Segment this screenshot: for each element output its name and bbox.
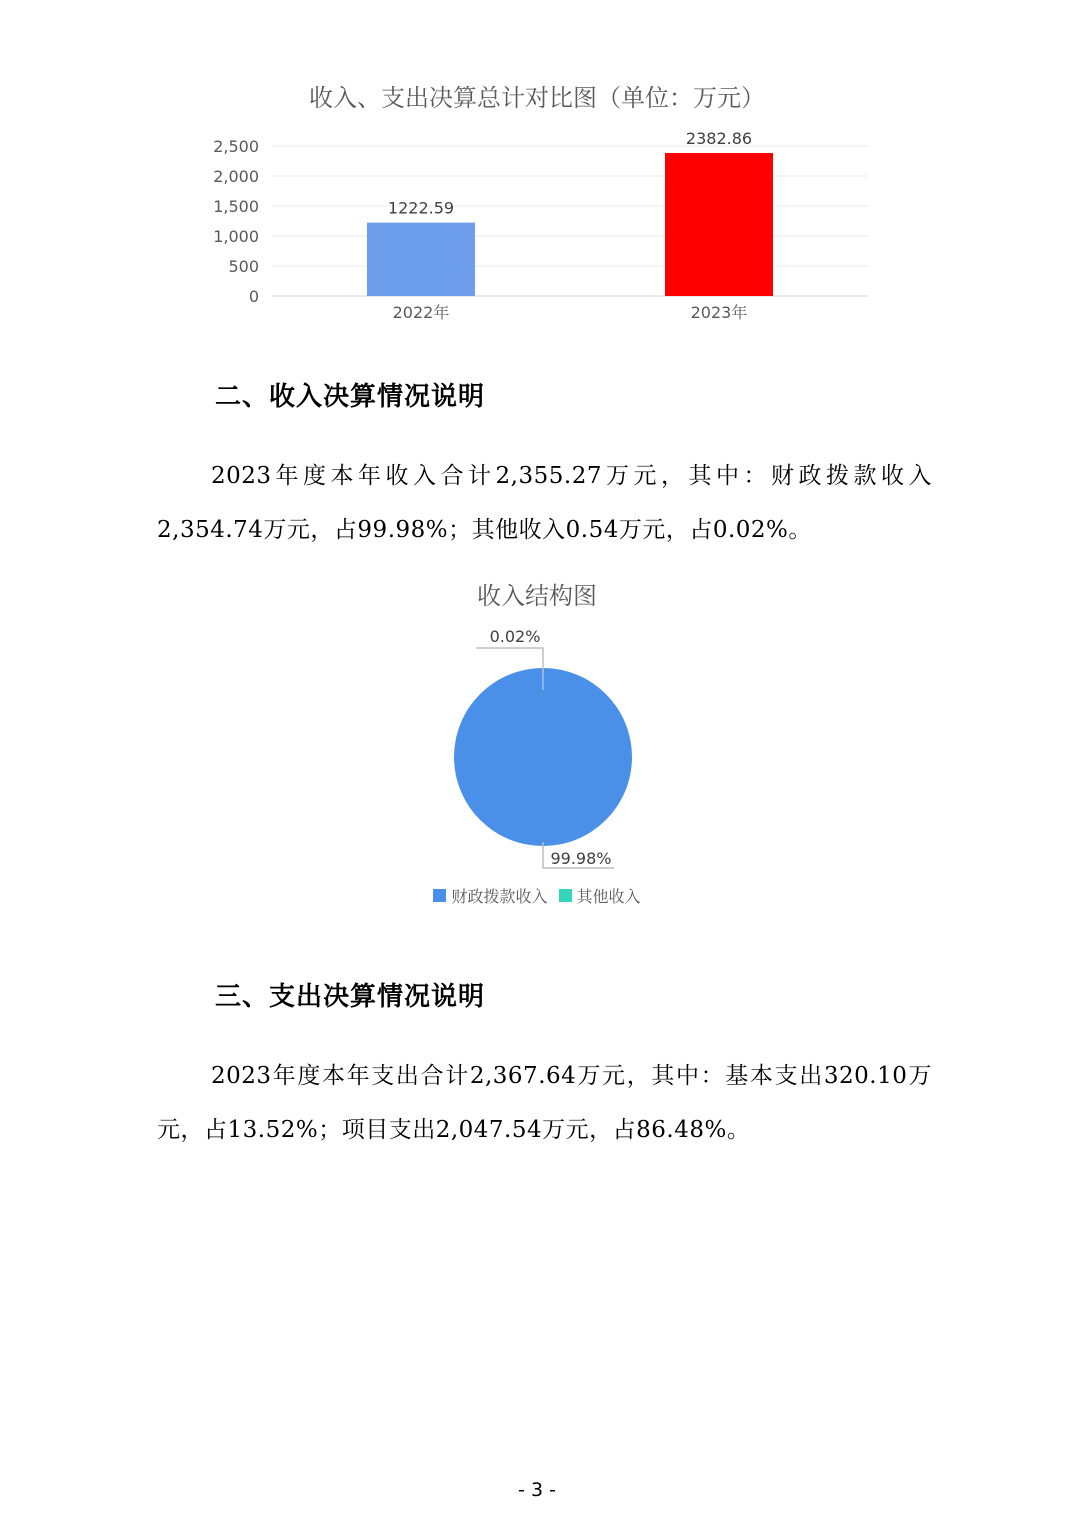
section-heading-expense: 三、支出决算情况说明 bbox=[215, 982, 486, 1012]
y-tick-label: 2,500 bbox=[213, 137, 259, 156]
pie-chart-title: 收入结构图 bbox=[477, 582, 597, 610]
bar-value-label: 2382.86 bbox=[685, 129, 753, 149]
bar-chart-title: 收入、支出决算总计对比图（单位：万元） bbox=[309, 84, 765, 112]
pie-label-other: 0.02% bbox=[489, 627, 541, 646]
legend-label-other: 其他收入 bbox=[576, 887, 641, 906]
y-tick-label: 1,000 bbox=[213, 227, 259, 246]
legend-swatch-fiscal bbox=[433, 889, 446, 902]
income-paragraph: 2023年度本年收入合计2,355.27万元，其中：财政拨款收入2,354.74万元，占99.98%；其他收入0.54万元，占0.02%。 bbox=[157, 463, 932, 543]
expense-paragraph: 2023年度本年支出合计2,367.64万元，其中：基本支出320.10万元，占13.52%；项目支出2,047.54万元，占86.48%。 bbox=[157, 1063, 932, 1143]
pie-legend bbox=[0, 884, 1074, 907]
pie-chart bbox=[0, 620, 1074, 880]
bar-2 bbox=[665, 153, 773, 296]
y-tick-label: 0 bbox=[248, 287, 259, 306]
bar-value-label: 1222.59 bbox=[387, 198, 455, 218]
y-tick-label: 1,500 bbox=[213, 197, 259, 216]
legend-swatch-other bbox=[559, 889, 572, 902]
y-tick-label: 500 bbox=[228, 257, 259, 276]
bar-1 bbox=[367, 223, 475, 296]
x-category-label: 2022年 bbox=[392, 303, 450, 322]
section-heading-income: 二、收入决算情况说明 bbox=[215, 382, 486, 412]
legend-item-fiscal bbox=[433, 884, 547, 907]
legend-label-fiscal: 财政拨款收入 bbox=[451, 887, 548, 906]
y-tick-label: 2,000 bbox=[213, 167, 259, 186]
bar-chart bbox=[0, 0, 1074, 340]
legend-item-other bbox=[559, 884, 641, 907]
page-number: - 3 - bbox=[518, 1479, 556, 1501]
pie-label-fiscal: 99.98% bbox=[550, 849, 612, 868]
x-category-label: 2023年 bbox=[690, 303, 748, 322]
